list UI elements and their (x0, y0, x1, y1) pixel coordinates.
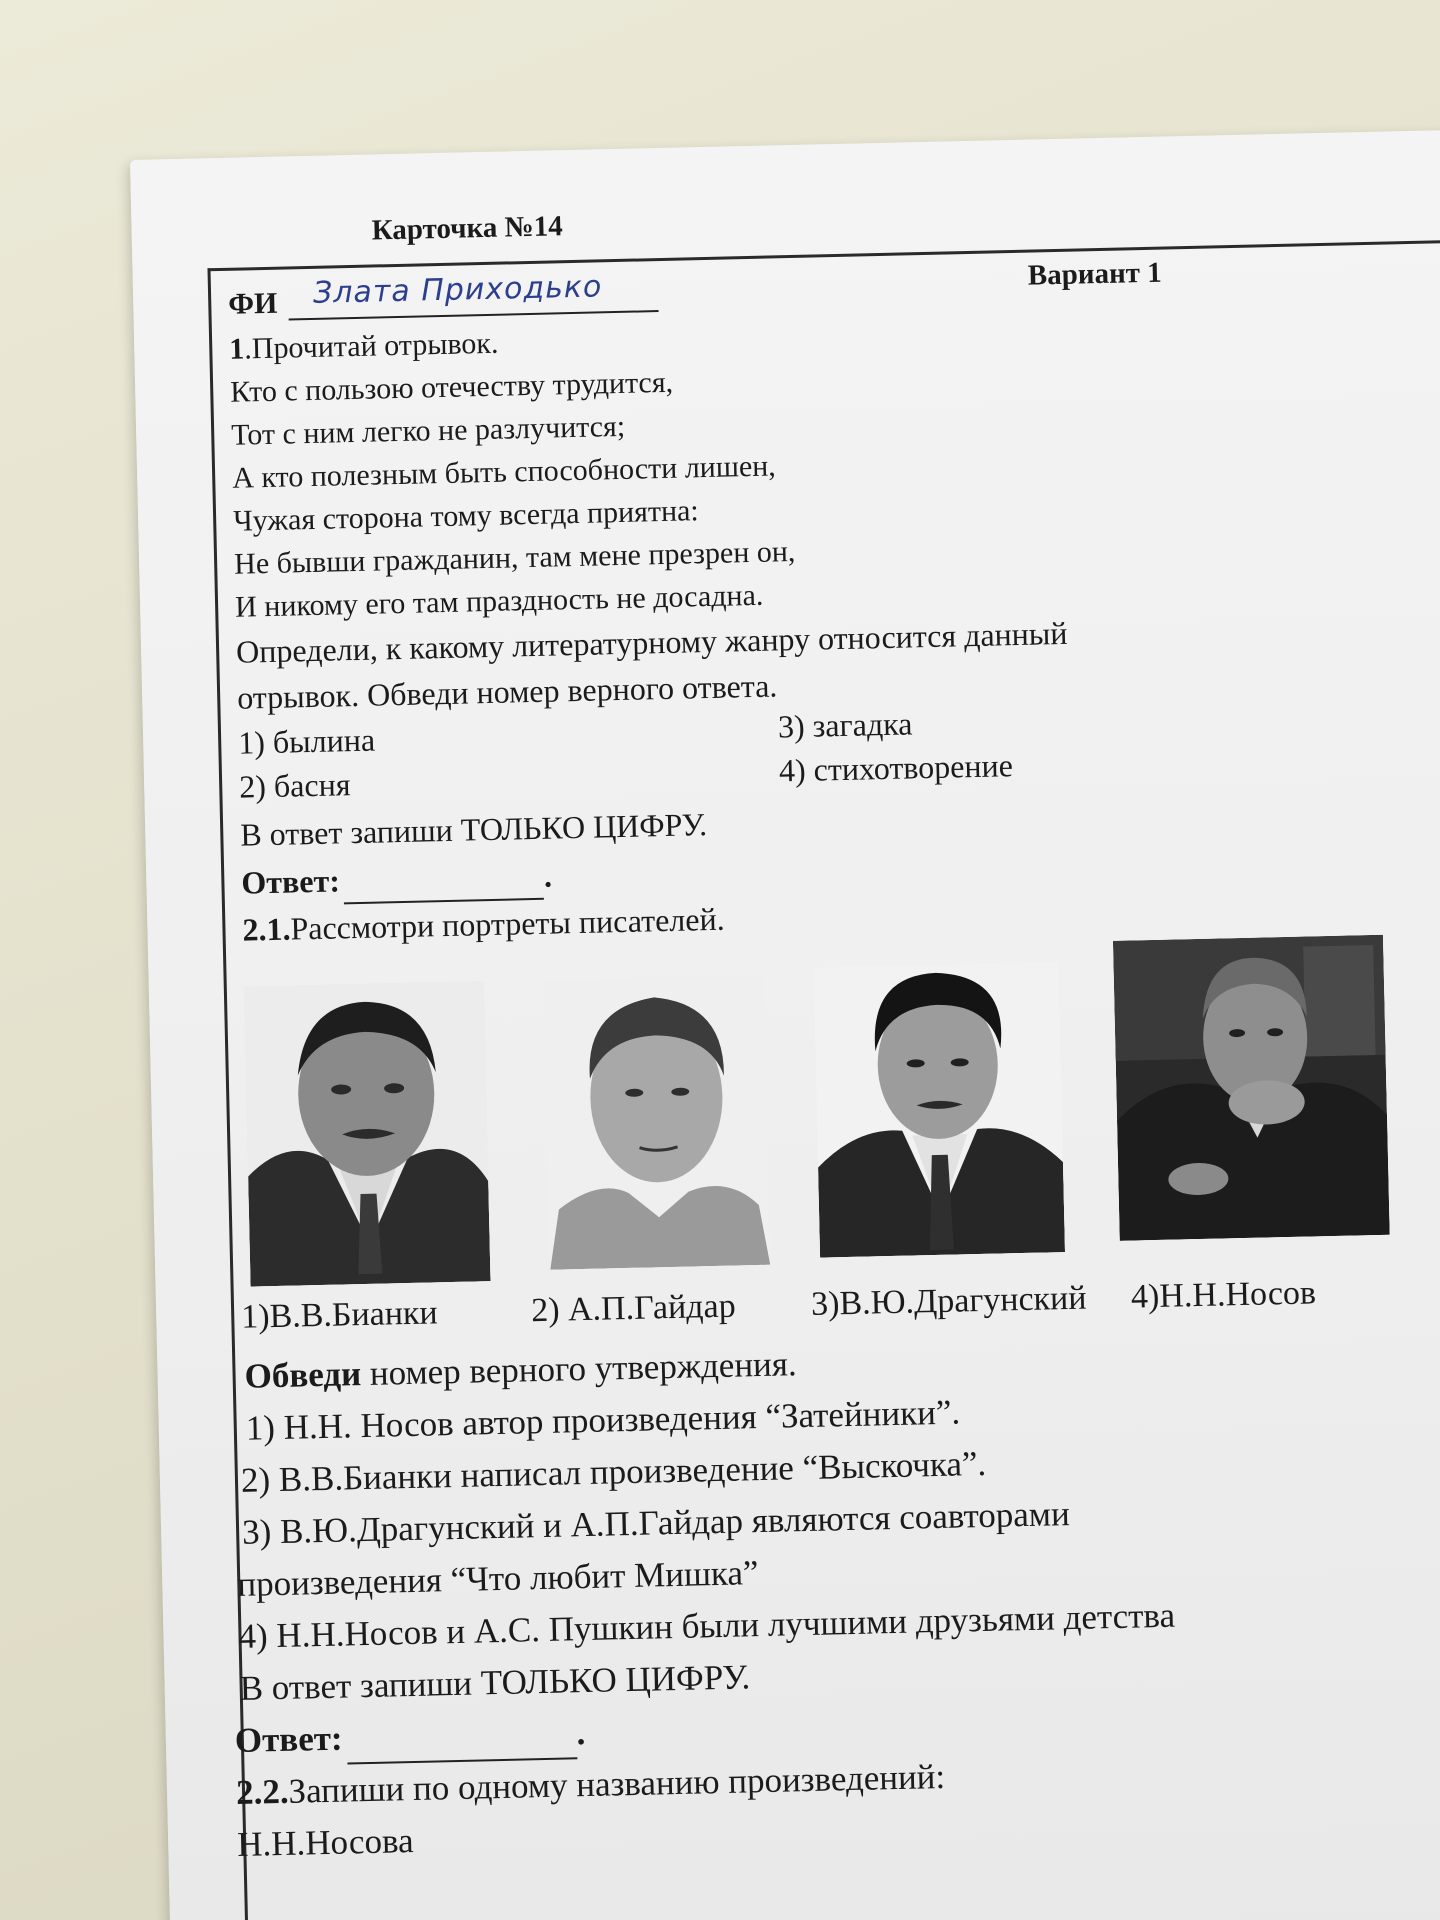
poem-line: Не бывши гражданин, там мене презрен он, (233, 535, 796, 581)
caption-1: 1)В.В.Бианки (240, 1294, 439, 1336)
task1-number: 1 (228, 332, 245, 366)
task21-heading-text: Рассмотри портреты писателей. (290, 900, 725, 947)
handwritten-name: Злата Приходько (312, 269, 603, 311)
answer-dot: . (543, 857, 553, 894)
caption-3: 3)В.Ю.Драгунский (810, 1279, 1087, 1323)
answer-dot: . (576, 1713, 586, 1753)
caption-2: 2) А.П.Гайдар (530, 1287, 736, 1330)
instruction-rest: номер верного утверждения. (360, 1344, 798, 1394)
task1-question: Определи, к какому литературному жанру относится данный (235, 614, 1068, 670)
option-1: 1) былина (237, 721, 376, 761)
portrait-3 (814, 962, 1066, 1257)
card-content (228, 250, 1440, 1871)
fi-label: ФИ (227, 286, 278, 321)
task22-heading-text: Запиши по одному названию произведений: (288, 1756, 946, 1811)
poem-line: И никому его там праздность не досадна. (234, 578, 764, 624)
statement-3: 3) В.Ю.Драгунский и А.П.Гайдар являются соавторами (241, 1494, 1071, 1552)
statement-2: 2) В.В.Бианки написал произведение “Выскочка”. (240, 1443, 987, 1500)
portrait-1 (244, 981, 491, 1286)
portraits-row (243, 933, 1440, 1291)
instruction-bold: Обведи (244, 1354, 362, 1396)
portrait-2 (544, 975, 771, 1270)
poem-line: Тот с ним легко не разлучится; (230, 409, 626, 452)
answer-label: Ответ: (241, 862, 341, 901)
caption-4: 4)Н.Н.Носов (1130, 1274, 1317, 1316)
statement-1: 1) Н.Н. Носов автор произведения “Затейники”. (245, 1392, 961, 1448)
answer-blank[interactable] (346, 1725, 577, 1764)
poem-line: Кто с пользою отечеству трудится, (229, 365, 674, 409)
task1-heading-text: .Прочитай отрывок. (243, 326, 499, 366)
poem-line: Чужая сторона тому всегда приятна: (232, 494, 700, 538)
statement-4: 4) Н.Н.Носов и А.С. Пушкин были лучшими друзьями детства (238, 1595, 1176, 1656)
option-4: 4) стихотворение (778, 747, 1014, 789)
option-2: 2) басня (238, 766, 351, 805)
task1-instruction: В ответ запиши ТОЛЬКО ЦИФРУ. (239, 806, 708, 853)
option-3: 3) загадка (777, 705, 913, 745)
poem-line: А кто полезным быть способности лишен, (231, 449, 777, 495)
answer-label: Ответ: (234, 1718, 344, 1761)
portrait-4 (1113, 935, 1390, 1241)
variant-label: Вариант 1 (1027, 256, 1163, 292)
task22-line-1: Н.Н.Носова (236, 1821, 414, 1864)
task21-number: 2.1. (242, 910, 291, 948)
name-underline (289, 310, 659, 320)
task22-number: 2.2. (235, 1771, 289, 1813)
answer-blank[interactable] (344, 872, 545, 905)
task21-instruction2: В ответ запиши ТОЛЬКО ЦИФРУ. (239, 1657, 751, 1708)
statement-3-cont: произведения “Что любит Мишка” (236, 1553, 759, 1604)
worksheet-page (130, 128, 1440, 1920)
card-title: Карточка №14 (371, 210, 564, 247)
task1-question: отрывок. Обведи номер верного ответа. (236, 667, 778, 716)
